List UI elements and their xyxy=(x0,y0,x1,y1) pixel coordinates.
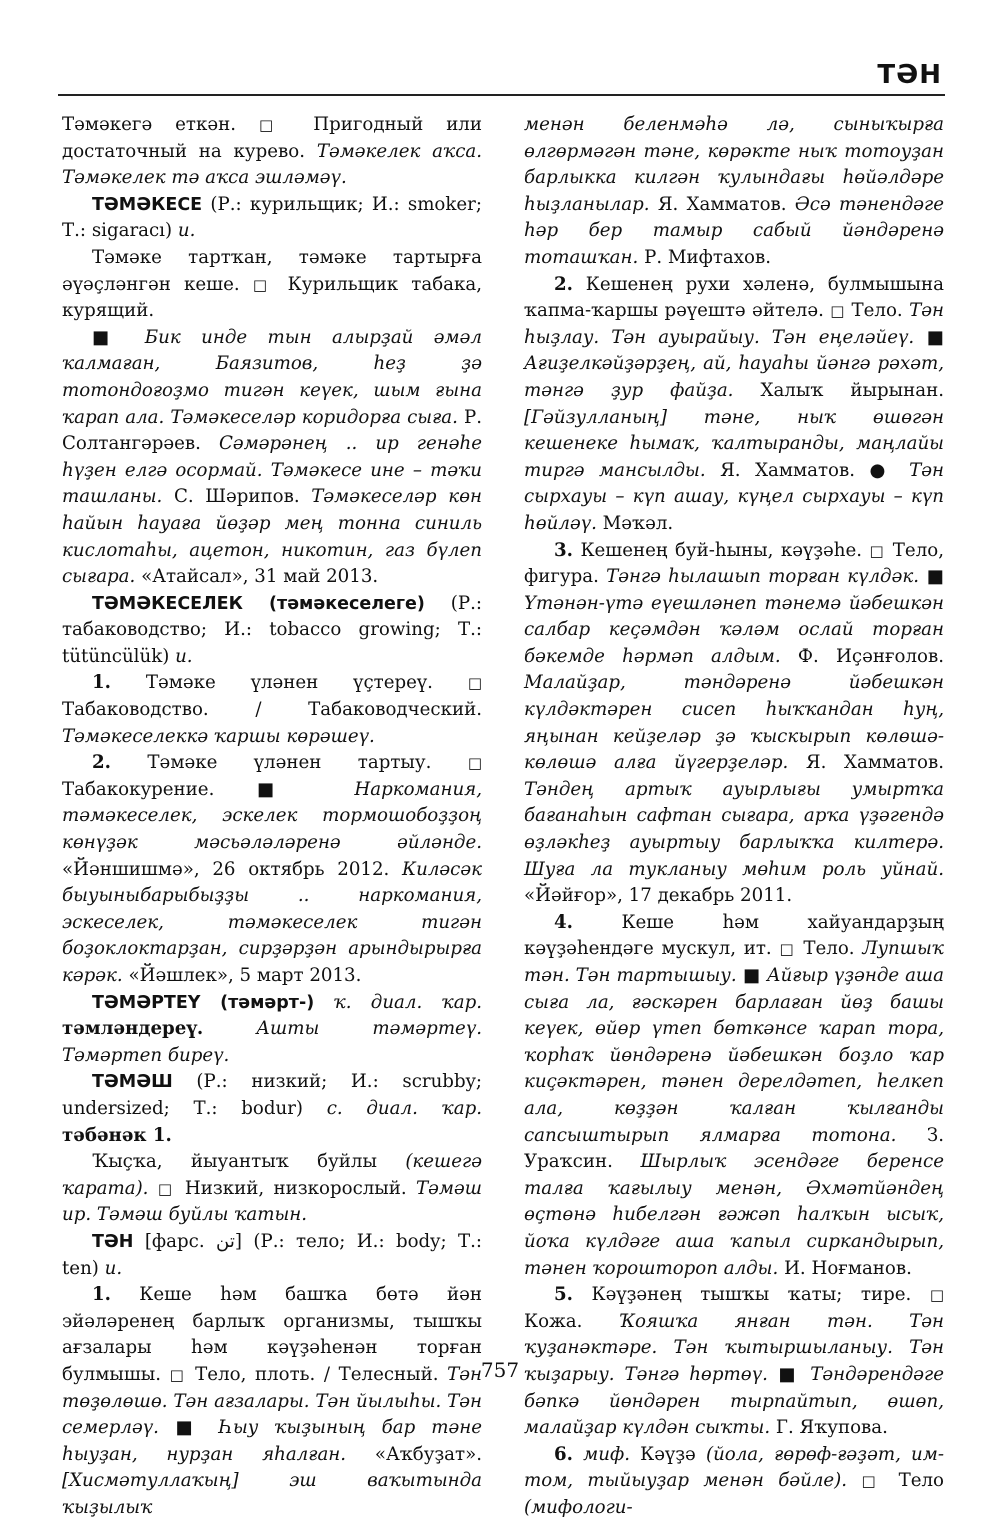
bold-text: ■ xyxy=(919,566,944,588)
italic-text: Малайҙар, тәндәренә йәбешкән күлдәктәрен сисеп һыҡҡандан һуң, яңынан кейҙеләр ҙә ҡыскырып көлөшә-көлөшә алға йүгерҙеләр. xyxy=(524,672,944,774)
text-run: «Атайсал», 31 май 2013. xyxy=(135,566,379,588)
text-run: Я. Хамматов. xyxy=(788,752,944,774)
italic-text: Тәндәрендәге бәпкә йөндәрен тырпайтып, өшөп, малайҙар күлдән сыҡты. xyxy=(524,1363,944,1439)
italic-text: Ҡояшҡа янған тән. Тән ҡуҙанәктәре. Тән ҡытыршыланыу. Тән ҡыҙарыу. Тәнгә һөртөү. xyxy=(524,1310,944,1385)
bold-text: тәмләндереү. xyxy=(62,1018,204,1040)
text-run: Р. Мифтахов. xyxy=(638,246,771,268)
translation-marker: □ xyxy=(861,1472,885,1491)
text-run: Тело. xyxy=(795,938,863,960)
text-run: Кәүҙәнең тышҡы ҡаты; тире. xyxy=(573,1284,930,1306)
text-run: Кеше һәм башҡа бөтә йән эйәләренең барлыҡ организмы, тышҡы ағзалары һәм кәүҙәһенән торған булмышы. xyxy=(62,1284,482,1385)
text-run: Кәүҙә xyxy=(629,1443,706,1465)
text-run xyxy=(847,1470,861,1491)
dictionary-paragraph xyxy=(524,272,944,538)
text-run: «Аҡбуҙат». xyxy=(346,1443,482,1465)
dictionary-paragraph xyxy=(524,910,944,1282)
italic-text: и. xyxy=(177,220,196,242)
text-run: (Р.: табаководство; И.: tobacco growing; Т.: tütüncülük) xyxy=(62,592,482,667)
running-head: ТӘН xyxy=(877,60,942,90)
text-run: Мәҡәл. xyxy=(596,512,674,534)
text-run: Кешенең рухи хәленә, булмышына ҡапма-ҡаршы рәүештә әйтелә. xyxy=(524,273,944,322)
italic-text: Тәндең артыҡ ауырлығы умыртҡа бағанаһын сафтан сығара, арҡа үҙәгендә өҙләкһеҙ ауыртыу барлыҡҡа килтерә. Шуға ла тукланыу мөһим роль уйнай. xyxy=(524,778,944,880)
italic-text: Тән төҙөлөшө. Тән ағзалары. Тән йылыһы. Тән семерләү. xyxy=(62,1363,482,1439)
italic-text: Үтәнән-үтә еүешләнеп тәнемә йәбешкән салбар кеҫәмдән ҡәләм ослай торған бәкемде һәрмәп алдым. xyxy=(524,592,944,667)
italic-text: Әсә тәнендәге һәр бер тамыр сабый йәндәренә тоташҡан. xyxy=(524,193,944,268)
italic-text: Тән һыҙлау. Тән ауырайыу. Тән еңеләйеү. xyxy=(524,300,944,348)
text-run: Тәмәке үләнен тартыу. xyxy=(111,752,468,774)
text-run: Табакокурение. xyxy=(62,778,258,800)
bold-text: 2. xyxy=(554,273,573,295)
italic-text: (мифологи- xyxy=(524,1496,633,1518)
italic-text: Шырлыҡ эсендәге беренсе талға ҡағылыу менән, Әхмәтйәндең өҫтөнә һибелгән ғәжәп һалҡын ысыҡ, йоҡа күлдәге аша ҡапыл сиркандырып, тәнен ҡороштороп алды. xyxy=(524,1151,944,1279)
italic-text: Тәмәш ир. Тәмәш буйлы ҡатын. xyxy=(62,1177,482,1226)
text-run: [фарс. تن] (Р.: тело; И.: body; Т.: ten) xyxy=(62,1230,482,1279)
bold-text: ■ xyxy=(92,326,145,348)
translation-marker: □ xyxy=(157,1179,176,1198)
italic-text: Ашты тәмәртеү. Тәмәртеп бирeү. xyxy=(62,1018,482,1066)
dictionary-paragraph xyxy=(62,1229,482,1282)
dictionary-paragraph xyxy=(524,1442,944,1521)
text-run: Халыҡ йырынан. xyxy=(733,379,944,401)
text-run: «Йәшлек», 5 март 2013. xyxy=(122,965,362,986)
text-run: Тело. xyxy=(845,300,910,322)
translation-marker: □ xyxy=(929,1286,944,1305)
italic-text: и. xyxy=(104,1257,123,1279)
italic-text: Тәнгә һылашып торған күлдәк. xyxy=(606,566,919,588)
headword: ТӘМӘКЕСЕЛЕК (тәмәкеселеге) xyxy=(92,593,425,614)
italic-text: [Хисмәтуллаҡың] эш ваҡытында ҡыҙылыҡ xyxy=(62,1470,482,1518)
text-run: Табаководство. / Табаководческий. xyxy=(62,699,482,721)
italic-text: Сәмәрәнең .. ир генәһе һүҙен елгә осормай. Тәмәкесе ине – тәҡи ташланы. xyxy=(62,433,482,508)
text-run: Г. Яҡупова. xyxy=(770,1417,888,1439)
text-run: Кешенең буй-һыны, кәүҙәһе. xyxy=(573,539,870,561)
dictionary-paragraph xyxy=(62,670,482,750)
bold-text: 4. xyxy=(554,911,573,933)
dictionary-paragraph xyxy=(62,591,482,671)
dictionary-paragraph xyxy=(62,750,482,989)
left-column xyxy=(62,112,482,1521)
text-run: Тело xyxy=(884,1470,944,1492)
text-run: И. Ноғманов. xyxy=(778,1257,912,1279)
dictionary-paragraph xyxy=(62,1069,482,1149)
text-run: Низкий, низкорослый. xyxy=(175,1177,417,1199)
bold-text: ■ xyxy=(257,778,355,800)
translation-marker: □ xyxy=(467,674,482,693)
bold-text: 1. xyxy=(92,1284,111,1306)
dictionary-paragraph xyxy=(524,112,944,272)
translation-marker: □ xyxy=(869,541,886,560)
dictionary-paragraph xyxy=(524,538,944,910)
italic-text: Киләсәк быуыныбарыбыҙҙы .. наркомания, эскеселек, тәмәкеселек тигән боҙоклоктарҙан, сирҙәрҙән арындырырға кәрәк. xyxy=(62,858,482,986)
text-run: Я. Хамматов. xyxy=(649,193,795,215)
bold-text: ■ xyxy=(914,326,944,348)
text-run: (Р.: низкий; И.: scrubby; undersized; Т.: bodur) xyxy=(62,1071,482,1119)
text-run: Пригодный или достаточный на курево. xyxy=(62,114,482,162)
bold-text: ● xyxy=(869,459,910,481)
bold-text: 6. xyxy=(554,1443,573,1465)
italic-text: [Гәйзулланың] тәне, ныҡ өшөгән кешенеке һымаҡ, ҡалтыранды, маңлайы тиргә мансылды. xyxy=(524,406,944,481)
italic-text: Айғыр үҙәнде аша сыға ла, ғәскәрен барлаған йөҙ башы кеүек, өйөр үтеп бөткәнсе ҡарап тора, ҡорһаҡ йөндәренә йәбешкән боҙло ҡар киҫәктәрен, тәнен дерелдәтеп, һелкеп ала, көҙҙән ҡалған ҡылғанды сапсыштырып ялмарға тотона. xyxy=(524,965,944,1146)
headword: ТӘМӘРТЕҮ (тәмәрт-) xyxy=(92,992,315,1013)
right-column xyxy=(524,112,944,1521)
dictionary-paragraph xyxy=(62,112,482,192)
italic-text: с. диал. ҡар. xyxy=(326,1097,482,1119)
italic-text: (кешегә ҡарата). xyxy=(62,1151,482,1199)
bold-text: 2. xyxy=(92,752,111,774)
italic-text: Тәмәкеселәр көн һайын һауаға йөҙәр мең тонна синиль кислотаһы, ацетон, никотин, газ бүлеп сығара. xyxy=(62,486,482,588)
italic-text: Лупшыҡ тән. Тән тартышыу. xyxy=(524,938,944,986)
text-run: (Р.: курильщик; И.: smoker; Т.: sigaracı) xyxy=(62,193,482,242)
dictionary-paragraph xyxy=(62,990,482,1070)
dictionary-paragraph xyxy=(62,245,482,325)
headword: ТӘМӘКЕСЕ xyxy=(92,194,203,215)
italic-text: ҡ. диал. ҡар. xyxy=(333,991,482,1013)
headword: ТӘН xyxy=(92,1231,134,1252)
text-run: Тәмәкегә еткән. xyxy=(62,114,259,135)
text-run: «Йәншишмә», 26 октябрь 2012. xyxy=(62,858,403,880)
text-run: З. Ураҡсин. xyxy=(524,1124,944,1173)
text-run xyxy=(573,1444,583,1465)
dictionary-paragraph xyxy=(62,1282,482,1521)
text-run: Курильщик табака, курящий. xyxy=(62,273,482,322)
bold-text: ■ xyxy=(158,1417,220,1439)
italic-text: миф. xyxy=(583,1443,630,1465)
bold-text: 5. xyxy=(554,1284,573,1306)
text-run xyxy=(148,1178,157,1199)
italic-text: Наркомания, тәмәкеселек, эскелек тормошобоҙҙоң көнүҙәк мәсьәләләренә әйләнде. xyxy=(62,778,482,854)
text-run: «Йәйғор», 17 декабрь 2011. xyxy=(524,885,793,907)
italic-text: Һыу ҡыҙының бар тәне һыуҙан, нурҙан яһалған. xyxy=(62,1417,482,1465)
text-run xyxy=(314,992,333,1013)
text-run: Кеше һәм хайуандарҙың кәүҙәһендәге мускул, ит. xyxy=(524,911,944,960)
text-run: Р. Солтангәрәев. xyxy=(62,406,482,455)
bold-text: тәбәнәк 1. xyxy=(62,1124,172,1146)
headword: ТӘМӘШ xyxy=(92,1072,173,1093)
bold-text: 3. xyxy=(554,539,573,561)
italic-text: Бик инде тын алырҙай әмәл ҡалмаған, Баязитов, һеҙ ҙә тотондоғоҙмо тигән кеүек, шым ғына ҡарап ала. Тәмәкеселәр коридорға сыға. xyxy=(62,326,482,428)
bold-text: 1. xyxy=(92,672,111,694)
dictionary-paragraph xyxy=(62,1149,482,1229)
translation-marker: □ xyxy=(830,302,846,321)
text-run: Тело, фигура. xyxy=(524,539,944,588)
italic-text: Тәмәкеселеккә ҡаршы көрәшеү. xyxy=(62,725,375,747)
translation-marker: □ xyxy=(258,116,291,134)
translation-marker: □ xyxy=(252,275,275,294)
translation-marker: □ xyxy=(169,1365,187,1384)
italic-text: Тән сырхауы – күп ашау, күңел сырхауы – күп һөйләү. xyxy=(524,459,944,534)
translation-marker: □ xyxy=(467,754,482,773)
italic-text: менән беленмәһә лә, сыныҡырға өлгөрмәгән тәне, көрәкте ныҡ тотоуҙан барлыкка килгән ҡулындағы һөйәлдәре һыҙланылар. xyxy=(524,114,944,215)
bold-text: ■ xyxy=(767,1363,811,1385)
italic-text: и. xyxy=(175,645,193,667)
page-number: 757 xyxy=(480,1358,520,1382)
text-run: Ҡыҫҡа, йыуантыҡ буйлы xyxy=(92,1151,406,1173)
dictionary-paragraph xyxy=(62,325,482,591)
text-run: Тәмәке тартҡан, тәмәке тартырға әүәҫләнгән кеше. xyxy=(62,246,482,295)
dictionary-paragraph xyxy=(62,192,482,245)
text-run: Ф. Иҫәнғолов. xyxy=(780,645,944,667)
italic-text: Тәмәкелек аҡса. Тәмәкелек тә аҡса эшләмәү. xyxy=(62,140,482,189)
text-run: С. Шәрипов. xyxy=(162,486,312,508)
text-run: Тәмәке үләнен үҫтереү. xyxy=(111,672,468,694)
italic-text: Ағиҙелкәйҙәрҙең, ай, һауаһы йәнгә рәхәт, тәнгә ҙур файҙа. xyxy=(524,353,944,401)
text-run: Тело, плоть. / Телесный. xyxy=(186,1363,448,1385)
header-rule xyxy=(58,94,945,96)
translation-marker: □ xyxy=(779,940,796,959)
text-run xyxy=(203,1018,256,1039)
bold-text: ■ xyxy=(736,965,767,986)
italic-text: (йола, ғөрөф-ғәҙәт, им-том, тыйыуҙар менән бәйле). xyxy=(524,1443,944,1492)
text-run: Кожа. xyxy=(524,1310,619,1332)
text-run: Я. Хамматов. xyxy=(705,459,870,481)
